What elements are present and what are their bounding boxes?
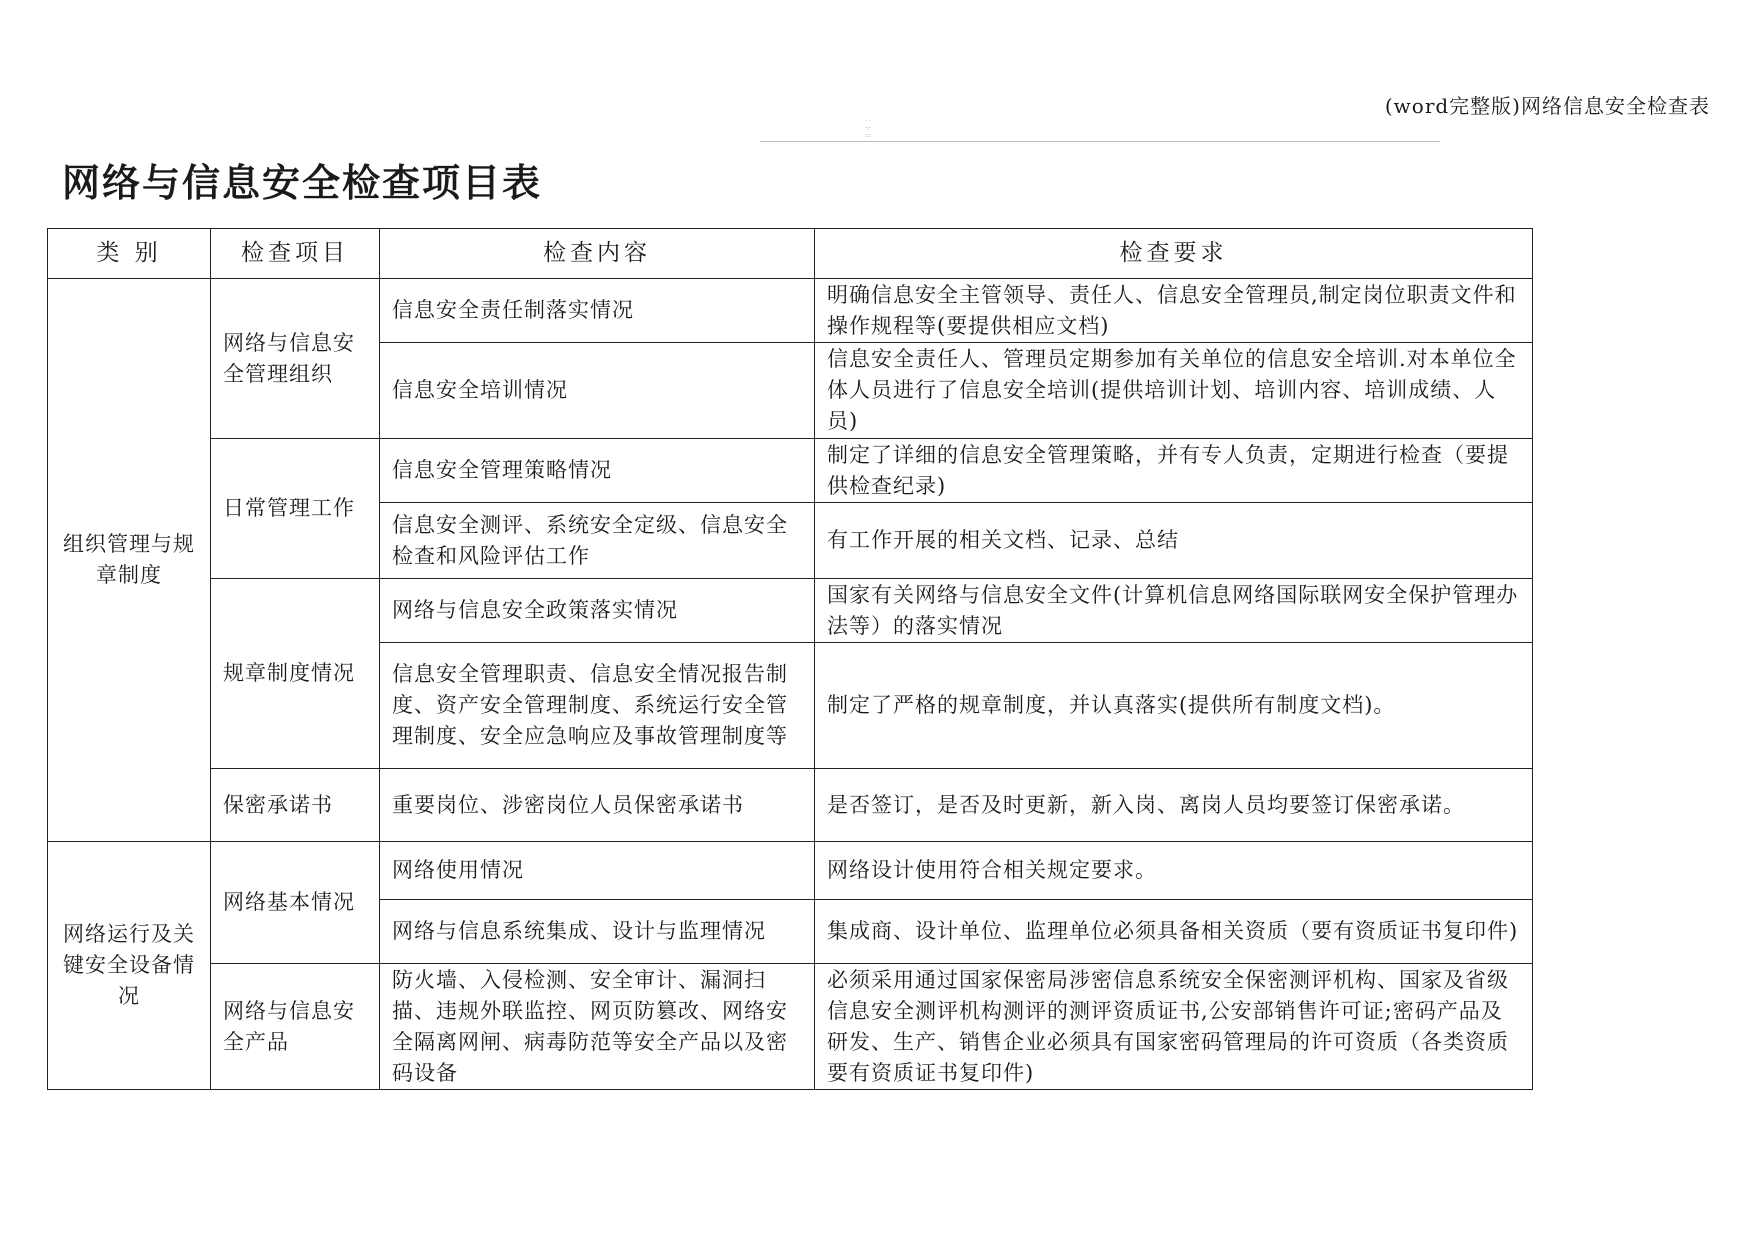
requirement-cell: 必须采用通过国家保密局涉密信息系统安全保密测评机构、国家及省级信息安全测评机构测评的测评资质证书,公安部销售许可证;密码产品及研发、生产、销售企业必须具有国家密码管理局的许可资质（各类资质要有资质证书复印件) [815,964,1533,1090]
item-cell: 网络与信息安全产品 [211,964,380,1090]
content-cell: 防火墙、入侵检测、安全审计、漏洞扫描、违规外联监控、网页防篡改、网络安全隔离网闸、病毒防范等安全产品以及密码设备 [380,964,815,1090]
category-cell: 组织管理与规章制度 [48,279,211,842]
page-title: 网络与信息安全检查项目表 [62,161,543,205]
content-cell: 网络与信息安全政策落实情况 [380,579,815,643]
running-header: (word完整版)网络信息安全检查表 [1384,94,1710,118]
requirement-cell: 集成商、设计单位、监理单位必须具备相关资质（要有资质证书复印件) [815,900,1533,964]
table-row [48,439,1533,503]
item-cell: 网络与信息安全管理组织 [211,279,380,439]
table-row [48,964,1533,1090]
content-cell: 信息安全责任制落实情况 [380,279,815,343]
column-header-item: 检查项目 [211,229,380,279]
faint-stamp-mark: · · ·:· ::: [760,118,1440,154]
content-cell: 网络与信息系统集成、设计与监理情况 [380,900,815,964]
content-cell: 信息安全管理职责、信息安全情况报告制度、资产安全管理制度、系统运行安全管理制度、安全应急响应及事故管理制度等 [380,643,815,769]
item-cell: 日常管理工作 [211,439,380,579]
content-cell: 重要岗位、涉密岗位人员保密承诺书 [380,769,815,842]
requirement-cell: 制定了严格的规章制度，并认真落实(提供所有制度文档)。 [815,643,1533,769]
content-cell: 网络使用情况 [380,842,815,900]
item-cell: 网络基本情况 [211,842,380,964]
requirement-cell: 制定了详细的信息安全管理策略，并有专人负责，定期进行检查（要提供检查纪录) [815,439,1533,503]
item-cell: 保密承诺书 [211,769,380,842]
content-cell: 信息安全测评、系统安全定级、信息安全检查和风险评估工作 [380,503,815,579]
table-row [48,842,1533,900]
column-header-content: 检查内容 [380,229,815,279]
column-header-requirement: 检查要求 [815,229,1533,279]
requirement-cell: 是否签订，是否及时更新，新入岗、离岗人员均要签订保密承诺。 [815,769,1533,842]
requirement-cell: 有工作开展的相关文档、记录、总结 [815,503,1533,579]
table-row [48,769,1533,842]
category-cell: 网络运行及关键安全设备情况 [48,842,211,1090]
requirement-cell: 明确信息安全主管领导、责任人、信息安全管理员,制定岗位职责文件和操作规程等(要提供相应文档) [815,279,1533,343]
header-row [48,229,1533,279]
checklist-table [47,228,1533,1090]
content-cell: 信息安全管理策略情况 [380,439,815,503]
table-row [48,579,1533,643]
item-cell: 规章制度情况 [211,579,380,769]
requirement-cell: 国家有关网络与信息安全文件(计算机信息网络国际联网安全保护管理办法等）的落实情况 [815,579,1533,643]
requirement-cell: 信息安全责任人、管理员定期参加有关单位的信息安全培训.对本单位全体人员进行了信息安全培训(提供培训计划、培训内容、培训成绩、人员) [815,343,1533,439]
table-row [48,279,1533,343]
requirement-cell: 网络设计使用符合相关规定要求。 [815,842,1533,900]
column-header-category: 类 别 [48,229,211,279]
content-cell: 信息安全培训情况 [380,343,815,439]
